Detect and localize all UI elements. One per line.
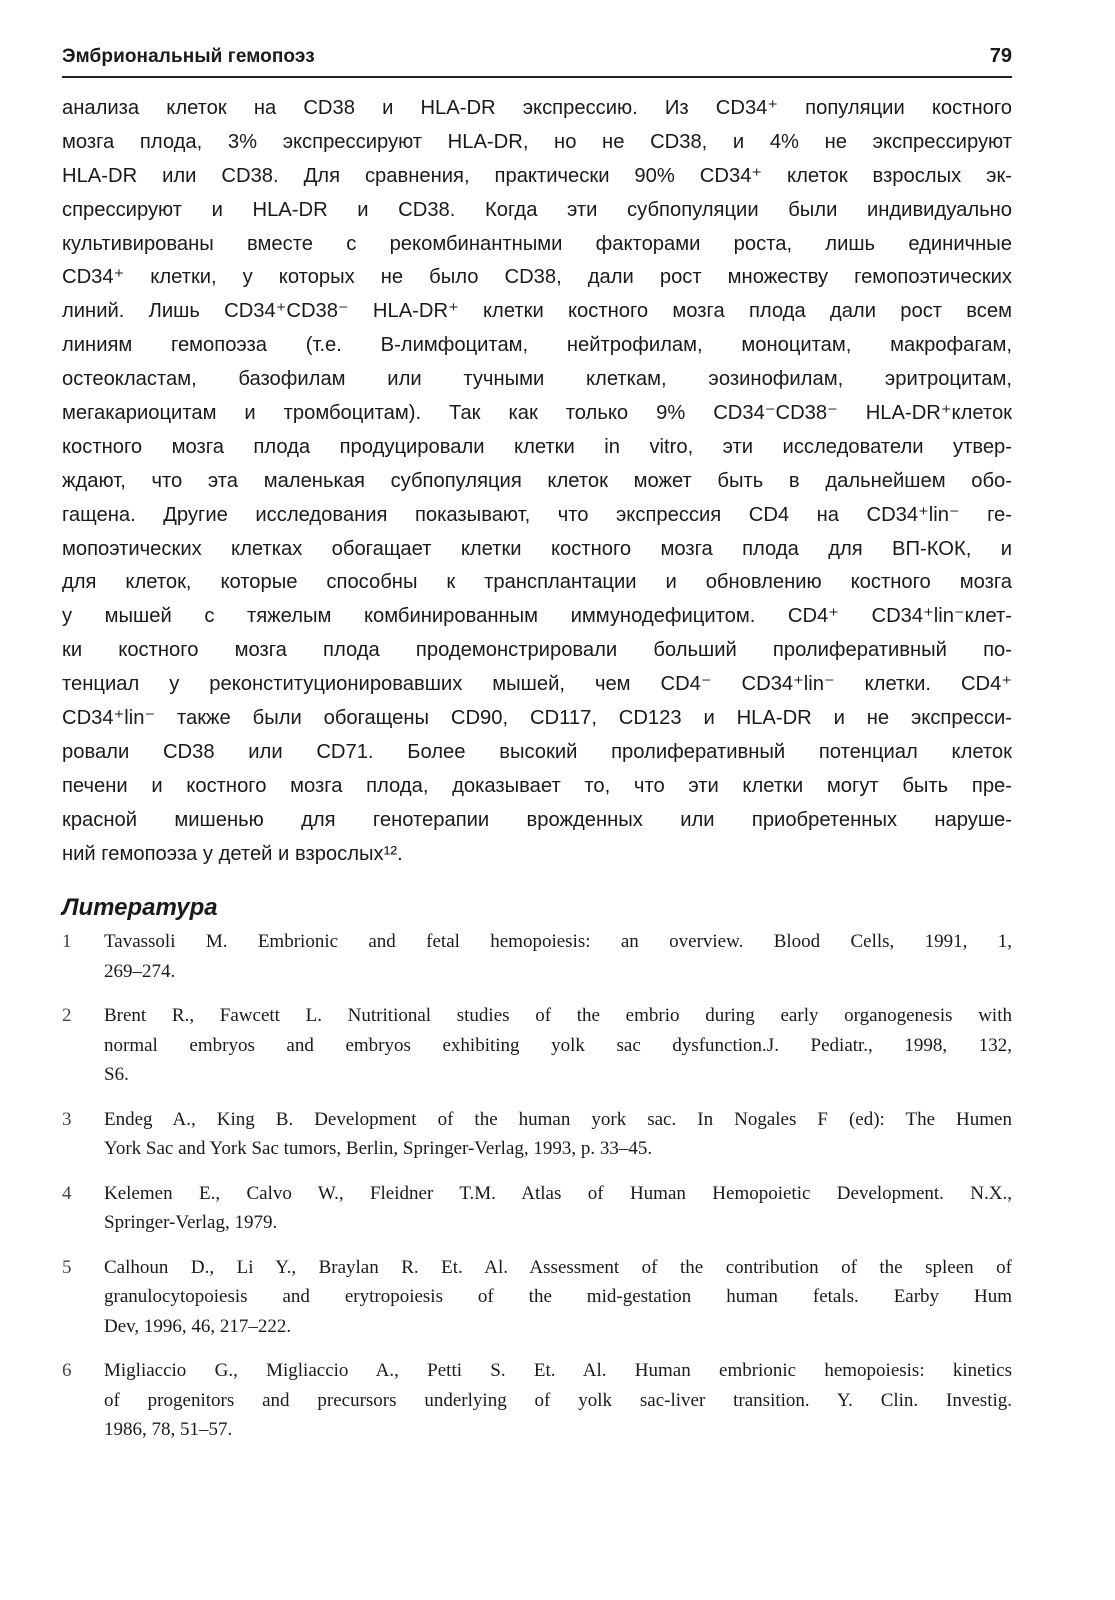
body-line: печени и костного мозга плода, доказывает то, что эти клетки могут быть пре- [62,774,1012,797]
body-line: мозга плода, 3% экспрессируют HLA-DR, но не CD38, и 4% не экспрессируют [62,130,1012,153]
reference-number: 5 [62,1256,72,1278]
body-line: мегакариоцитам и тромбоцитам). Так как только 9% CD34⁻CD38⁻ HLA-DR⁺клеток [62,402,1012,425]
body-line: ки костного мозга плода продемонстрировали больший пролиферативный по- [62,639,1012,662]
reference-item [62,1001,1012,1090]
body-line: для клеток, которые способны к трансплантации и обновлению костного мозга [62,571,1012,594]
body-line: линиям гемопоэза (т.е. В-лимфоцитам, нейтрофилам, моноцитам, макрофагам, [62,334,1012,357]
reference-item [62,927,1012,986]
body-line: гащена. Другие исследования показывают, что экспрессия CD4 на CD34⁺lin⁻ ге- [62,503,1012,526]
body-line: мопоэтических клетках обогащает клетки костного мозга плода для ВП-КОК, и [62,537,1012,560]
book-page [62,38,1012,1460]
reference-line: Endeg A., King B. Development of the human york sac. In Nogales F (ed): The Humen [104,1108,1012,1130]
reference-text [104,1179,1012,1238]
references-heading: Литература [62,894,218,922]
reference-item [62,1179,1012,1238]
body-line: спрессируют и HLA-DR и CD38. Когда эти субпопуляции были индивидуально [62,198,1012,221]
reference-line: granulocytopoiesis and erytropoiesis of the mid-gestation human fetals. Earby Hum [104,1286,1012,1308]
page-number: 79 [989,45,1012,67]
body-line: у мышей с тяжелым комбинированным иммунодефицитом. CD4⁺ CD34⁺lin⁻клет- [62,605,1012,628]
reference-line: 269–274. [104,960,176,982]
body-line: ний гемопоэза у детей и взрослых¹². [62,842,403,865]
reference-text [104,1356,1012,1445]
body-line: остеокластам, базофилам или тучными клеткам, эозинофилам, эритроцитам, [62,368,1012,391]
reference-line: Calhoun D., Li Y., Braylan R. Et. Al. Assessment of the contribution of the spleen of [104,1256,1012,1278]
reference-number: 4 [62,1182,72,1204]
reference-text [104,1253,1012,1342]
reference-item [62,1105,1012,1164]
reference-line: Tavassoli M. Embrionic and fetal hemopoiesis: an overview. Blood Cells, 1991, 1, [104,931,1012,953]
reference-line: Dev, 1996, 46, 217–222. [104,1315,292,1337]
body-line: тенциал у реконституционировавших мышей, чем CD4⁻ CD34⁺lin⁻ клетки. CD4⁺ [62,673,1012,696]
body-line: CD34⁺ клетки, у которых не было CD38, дали рост множеству гемопоэтических [62,266,1012,289]
running-head [62,38,1012,78]
body-line: CD34⁺lin⁻ также были обогащены CD90, CD117, CD123 и HLA-DR и не экспресси- [62,707,1012,730]
reference-item [62,1356,1012,1445]
chapter-title: Эмбриональный гемопоэз [62,46,315,67]
reference-line: 1986, 78, 51–57. [104,1419,233,1441]
body-line: ровали CD38 или CD71. Более высокий пролиферативный потенциал клеток [62,740,1012,763]
body-line: культивированы вместе с рекомбинантными факторами роста, лишь единичные [62,232,1012,255]
reference-text [104,1105,1012,1164]
reference-text [104,1001,1012,1090]
reference-number: 2 [62,1005,72,1027]
reference-line: Brent R., Fawcett L. Nutritional studies of the embrio during early organogenesis with [104,1005,1012,1027]
body-line: HLA-DR или CD38. Для сравнения, практически 90% CD34⁺ клеток взрослых эк- [62,164,1012,187]
body-line: ждают, что эта маленькая субпопуляция клеток может быть в дальнейшем обо- [62,469,1012,492]
reference-number: 6 [62,1360,72,1382]
reference-line: normal embryos and embryos exhibiting yolk sac dysfunction.J. Pediatr., 1998, 132, [104,1034,1012,1056]
body-text [62,92,1012,871]
body-line: костного мозга плода продуцировали клетки in vitro, эти исследователи утвер- [62,435,1012,458]
reference-line: York Sac and York Sac tumors, Berlin, Springer-Verlag, 1993, p. 33–45. [104,1138,653,1160]
reference-line: Kelemen E., Calvo W., Fleidner T.M. Atlas of Human Hemopoietic Development. N.X., [104,1182,1012,1204]
body-line: анализа клеток на CD38 и HLA-DR экспрессию. Из CD34⁺ популяции костного [62,97,1012,119]
reference-line: of progenitors and precursors underlying of yolk sac-liver transition. Y. Clin. Investig. [104,1389,1012,1411]
reference-line: Migliaccio G., Migliaccio A., Petti S. Et. Al. Human embrionic hemopoiesis: kinetics [104,1360,1012,1382]
reference-line: Springer-Verlag, 1979. [104,1212,278,1234]
reference-number: 3 [62,1108,72,1130]
references-list [62,927,1012,1445]
reference-line: S6. [104,1064,129,1086]
body-line: красной мишенью для генотерапии врожденных или приобретенных наруше- [62,808,1012,831]
reference-number: 1 [62,931,72,953]
reference-text [104,927,1012,986]
body-line: линий. Лишь CD34⁺CD38⁻ HLA-DR⁺ клетки костного мозга плода дали рост всем [62,300,1012,323]
reference-item [62,1253,1012,1342]
